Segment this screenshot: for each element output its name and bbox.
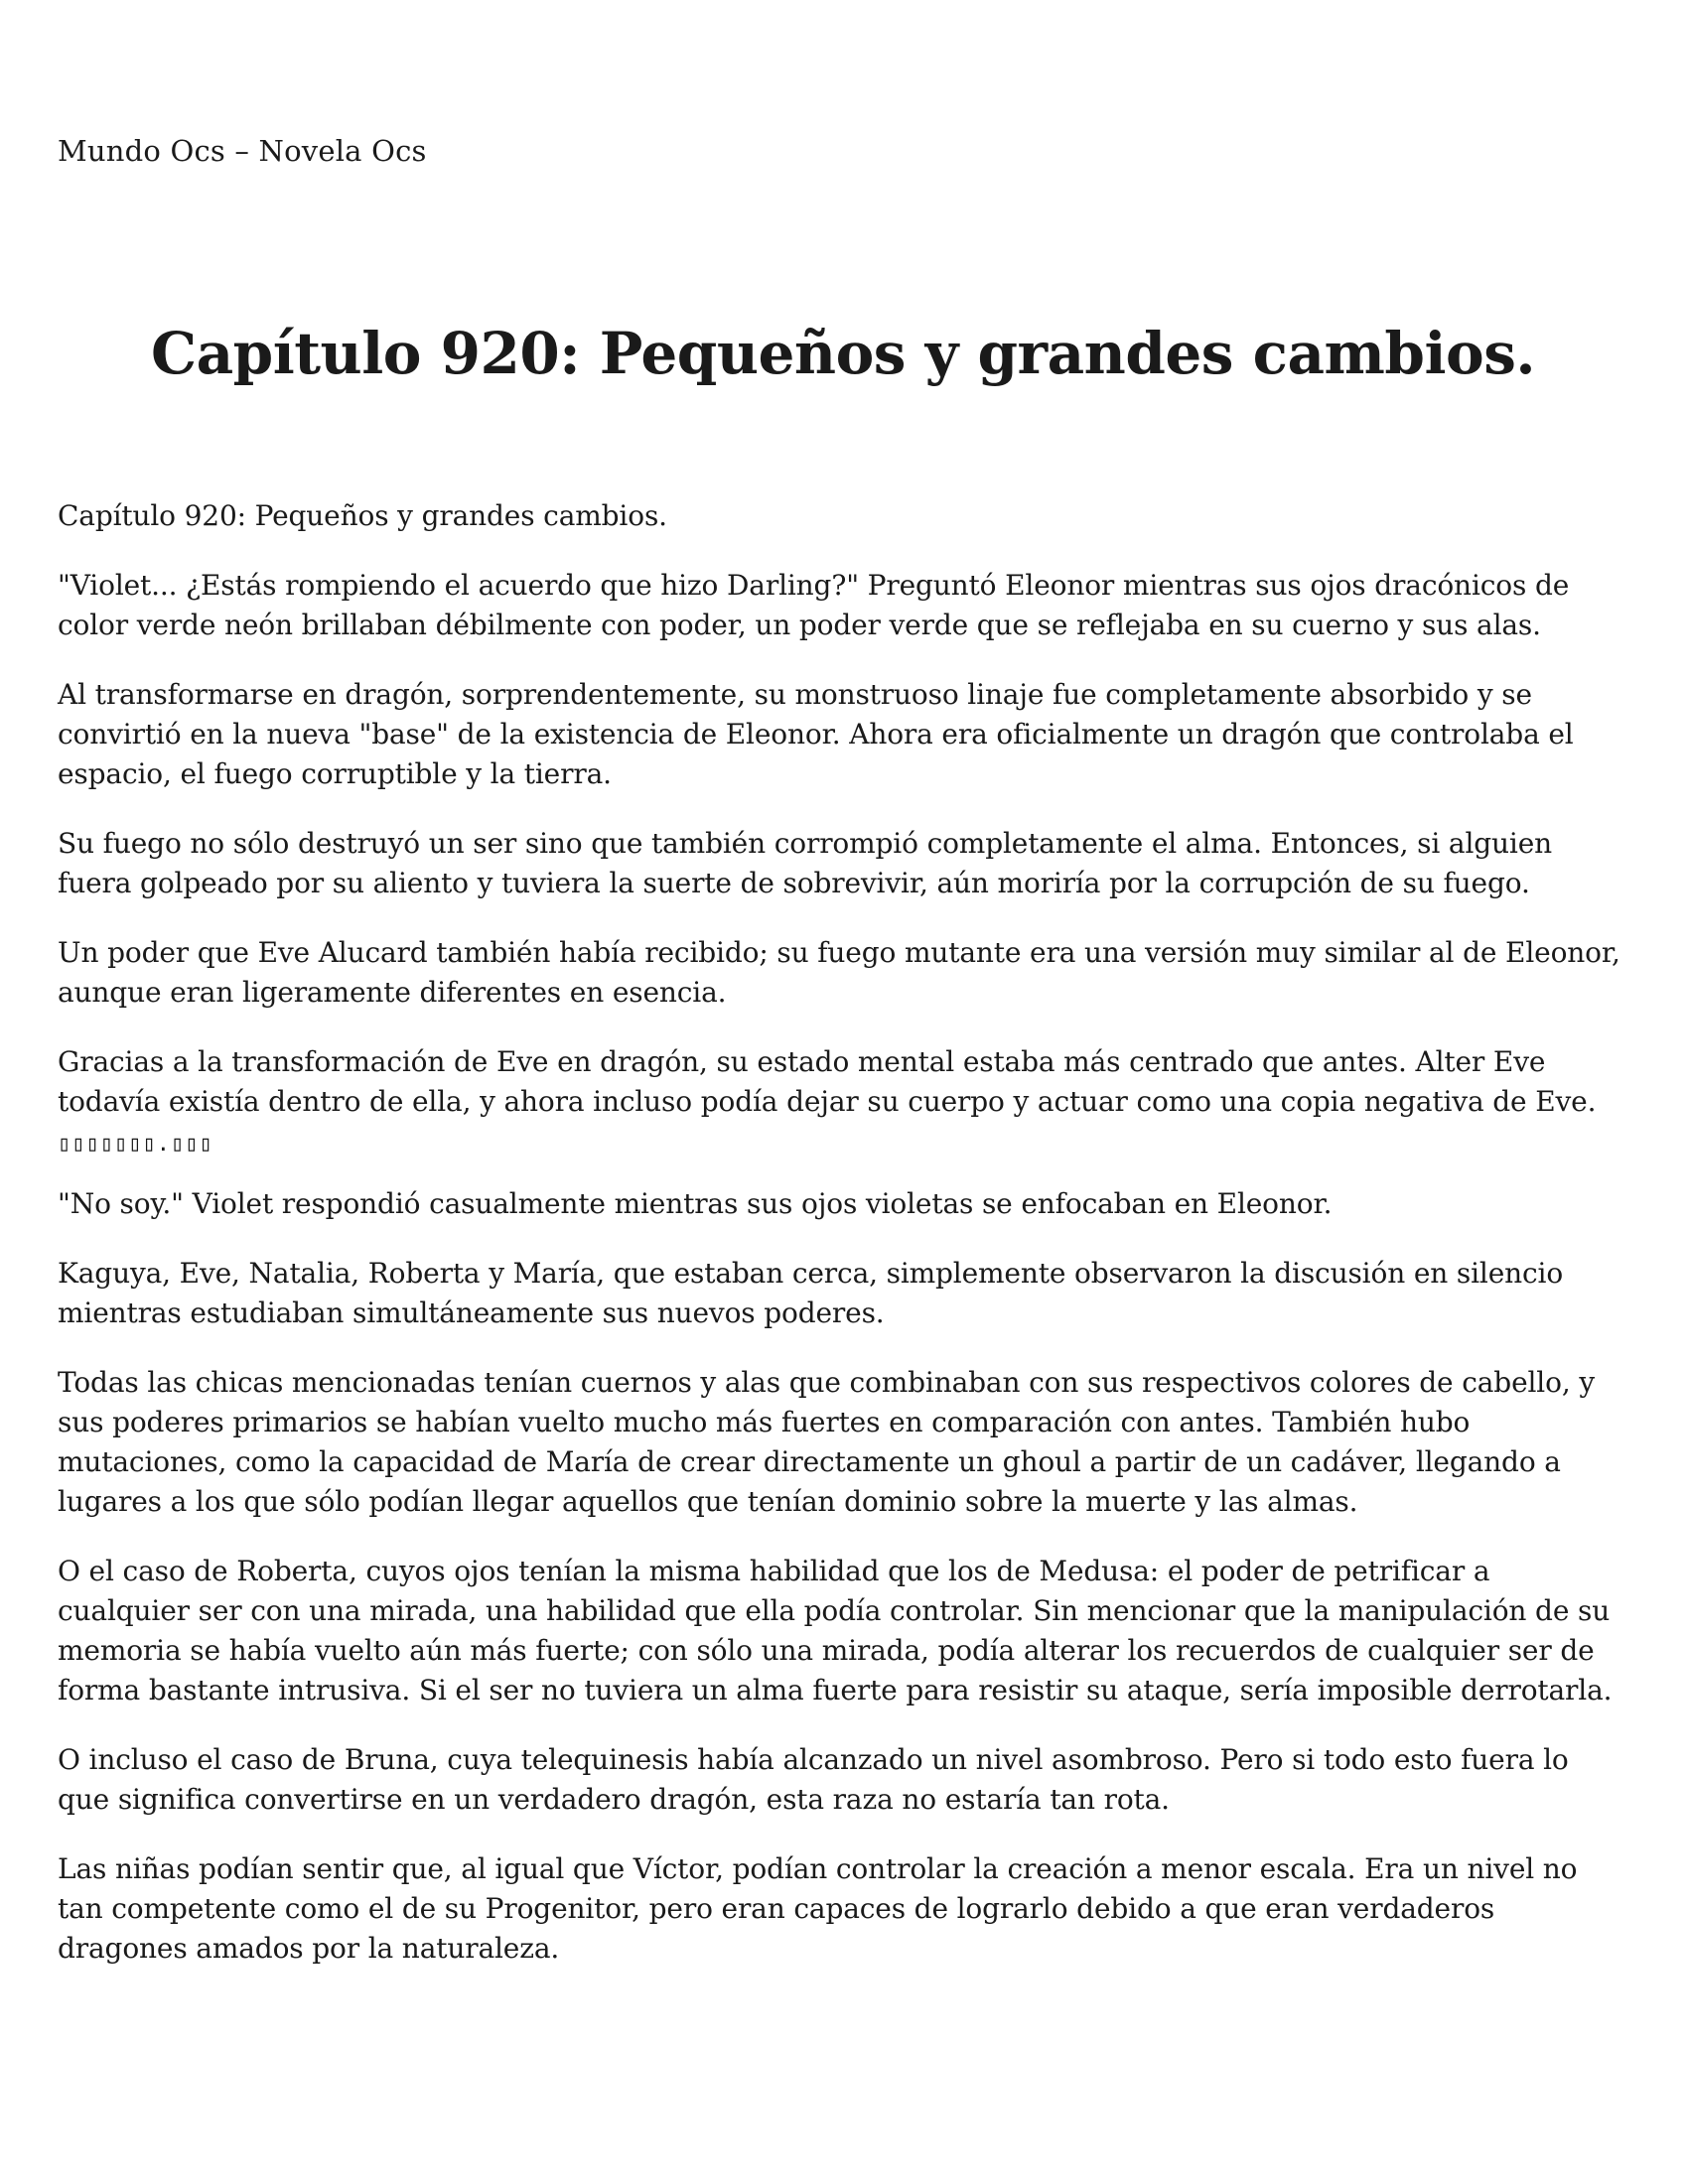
chapter-title: Capítulo 920: Pequeños y grandes cambios.: [150, 320, 1536, 387]
paragraph-6: [58, 1042, 1628, 1164]
site-header: Mundo Ocs – Novela Ocs: [58, 134, 427, 168]
paragraph-12: Las niñas podían sentir que, al igual que Víctor, podían controlar la creación a menor escala. Era un nivel no tan competente como el de su Progenitor, pero eran capaces de lograrlo debido a que eran verdaderos dragones amados por la naturaleza.: [58, 1852, 1578, 1965]
paragraph-8: Kaguya, Eve, Natalia, Roberta y María, que estaban cerca, simplemente observaron la discusión en silencio mientras estudiaban simultáneamente sus nuevos poderes.: [58, 1257, 1564, 1329]
paragraph-2: "Violet... ¿Estás rompiendo el acuerdo que hizo Darling?" Preguntó Eleonor mientras sus ojos dracónicos de color verde neón brillaban débilmente con poder, un poder verde que se reflejaba en su cuerno y sus alas.: [58, 569, 1570, 641]
paragraph-5: Un poder que Eve Alucard también había recibido; su fuego mutante era una versión muy similar al de Eleonor, aunque eran ligeramente diferentes en esencia.: [58, 936, 1620, 1009]
paragraph-3: Al transformarse en dragón, sorprendentemente, su monstruoso linaje fue completamente absorbido y se convirtió en la nueva "base" de la existencia de Eleonor. Ahora era oficialmente un dragón que controlaba el espacio, el fuego corruptible y la tierra.: [58, 678, 1574, 790]
garbled-glyphs: ▯▯▯▯▯▯▯.▯▯▯: [58, 1132, 213, 1157]
paragraph-4: Su fuego no sólo destruyó un ser sino que también corrompió completamente el alma. Entonces, si alguien fuera golpeado por su aliento y tuviera la suerte de sobrevivir, aún moriría por la corrupción de su fuego.: [58, 827, 1553, 899]
paragraph-10: O el caso de Roberta, cuyos ojos tenían la misma habilidad que los de Medusa: el poder de petrificar a cualquier ser con una mirada, una habilidad que ella podía controlar. Sin mencionar que la manipulación de su memoria se había vuelto aún más fuerte; con sólo una mirada, podía alterar los recuerdos de cualquier ser de forma bastante intrusiva. Si el ser no tuviera un alma fuerte para resistir su ataque, sería imposible derrotarla.: [58, 1555, 1613, 1706]
paragraph-6-text: Gracias a la transformación de Eve en dragón, su estado mental estaba más centrado que antes. Alter Eve todavía existía dentro de ella, y ahora incluso podía dejar su cuerpo y actuar como una copia negativa de Eve.: [58, 1045, 1597, 1118]
paragraph-11: O incluso el caso de Bruna, cuya telequinesis había alcanzado un nivel asombroso. Pero si todo esto fuera lo que significa convertirse en un verdadero dragón, esta raza no estaría tan rota.: [58, 1743, 1569, 1816]
paragraph-7: "No soy." Violet respondió casualmente mientras sus ojos violetas se enfocaban en Eleonor.: [58, 1187, 1333, 1220]
paragraph-1: Capítulo 920: Pequeños y grandes cambios.: [58, 499, 667, 532]
paragraph-9: Todas las chicas mencionadas tenían cuernos y alas que combinaban con sus respectivos colores de cabello, y sus poderes primarios se habían vuelto mucho más fuertes en comparación con antes. También hubo mutaciones, como la capacidad de María de crear directamente un ghoul a partir de un cadáver, llegando a lugares a los que sólo podían llegar aquellos que tenían dominio sobre la muerte y las almas.: [58, 1366, 1595, 1518]
chapter-body: [58, 496, 1628, 1969]
